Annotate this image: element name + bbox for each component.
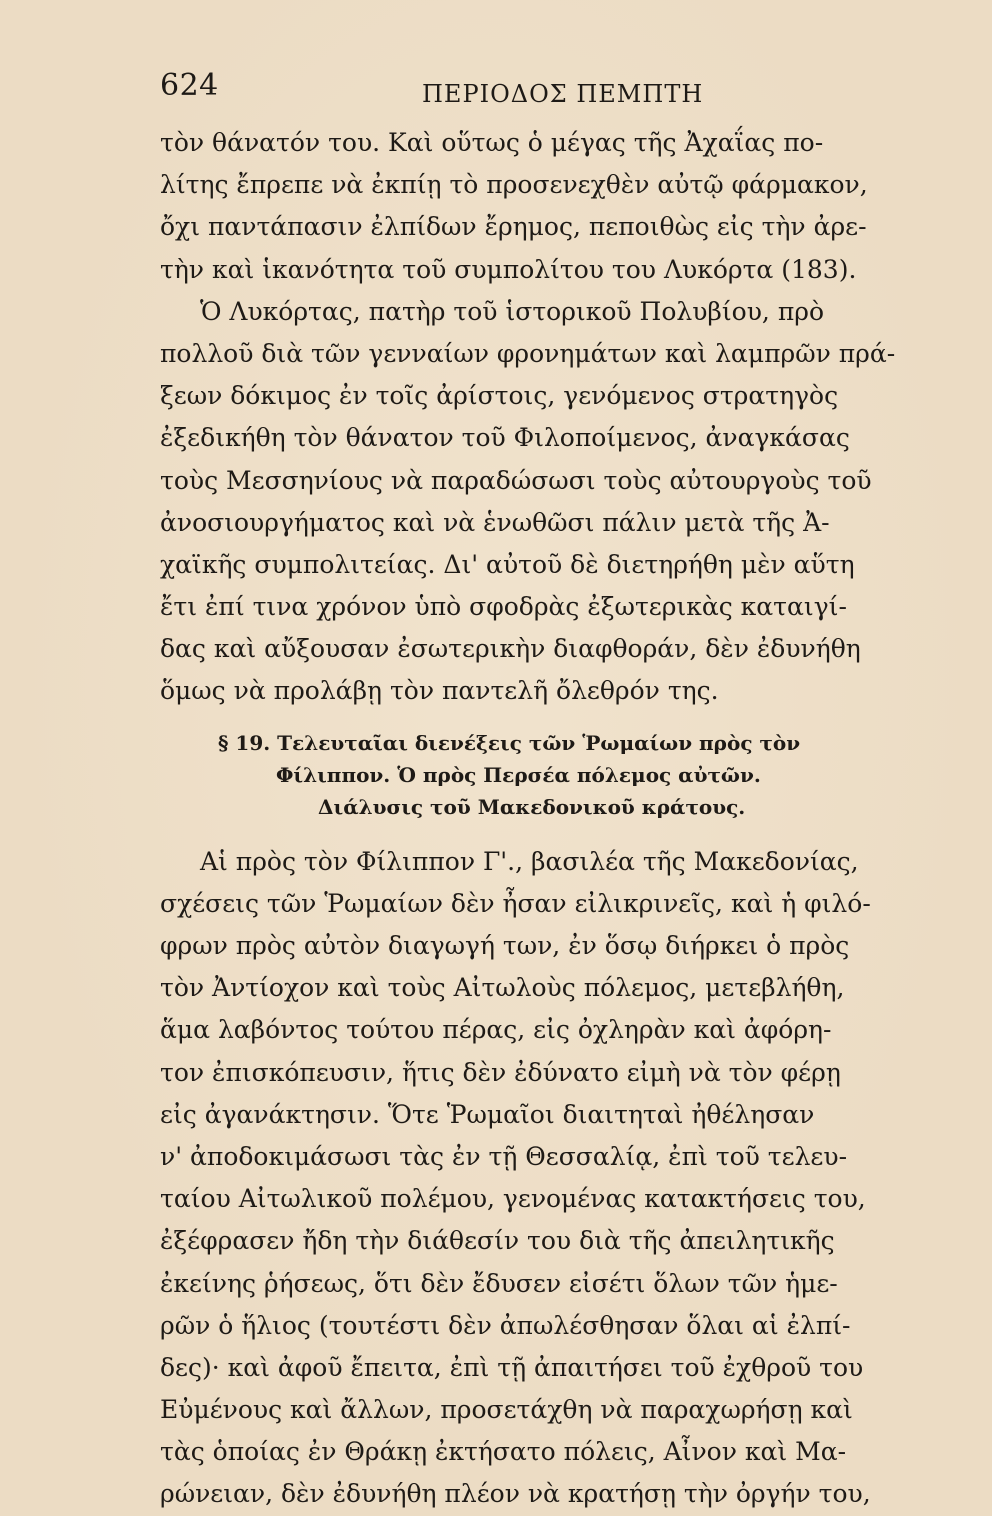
text-line: ξεων δόκιμος ἐν τοῖς ἀρίστοις, γενόμενος στρατηγὸς	[160, 381, 839, 411]
paragraph-1	[160, 122, 910, 291]
text-line: φρων πρὸς αὐτὸν διαγωγή των, ἐν ὅσῳ διήρκει ὁ πρὸς	[160, 931, 850, 960]
text-line: ρώνειαν, δὲν ἐδυνήθη πλέον νὰ κρατήσῃ τὴν ὀργήν του,	[160, 1479, 871, 1509]
section-heading-line: Διάλυσις τοῦ Μακεδονικοῦ κράτους.	[318, 794, 746, 819]
text-line: ἔτι ἐπί τινα χρόνον ὑπὸ σφοδρὰς ἐξωτερικὰς καταιγί-	[160, 592, 847, 622]
text-line: ρῶν ὁ ἥλιος (τουτέστι δὲν ἀπωλέσθησαν ὅλαι αἱ ἐλπί-	[160, 1310, 851, 1340]
text-line: εἰς ἀγανάκτησιν. Ὅτε Ῥωμαῖοι διαιτηταὶ ἠθέλησαν	[160, 1099, 815, 1129]
text-line: ὅμως νὰ προλάβῃ τὸν παντελῆ ὄλεθρόν της.	[160, 676, 719, 706]
text-line: ἐξεδικήθη τὸν θάνατον τοῦ Φιλοποίμενος, ἀναγκάσας	[160, 423, 850, 453]
text-line: ν' ἀποδοκιμάσωσι τὰς ἐν τῇ Θεσσαλίᾳ, ἐπὶ τοῦ τελευ-	[160, 1141, 848, 1171]
running-head: ΠΕΡΙΟΔΟΣ ΠΕΜΠΤΗ	[422, 80, 704, 108]
paragraph-2	[160, 291, 910, 713]
text-line: Αἱ πρὸς τὸν Φίλιππον Γ'., βασιλέα τῆς Μακεδονίας,	[200, 846, 859, 876]
text-line: ἀνοσιουργήματος καὶ νὰ ἑνωθῶσι πάλιν μετὰ τῆς Ἀ-	[160, 507, 830, 537]
text-line: σχέσεις τῶν Ῥωμαίων δὲν ἦσαν εἰλικρινεῖς, καὶ ἡ φιλό-	[160, 888, 871, 918]
text-line: ἐκείνης ῥήσεως, ὅτι δὲν ἔδυσεν εἰσέτι ὅλων τῶν ἡμε-	[160, 1268, 838, 1298]
text-line: Ὁ Λυκόρτας, πατὴρ τοῦ ἱστορικοῦ Πολυβίου, πρὸ	[200, 296, 824, 326]
text-line: δας καὶ αὔξουσαν ἐσωτερικὴν διαφθοράν, δὲν ἐδυνήθη	[160, 634, 861, 664]
paragraph-3	[160, 841, 910, 1516]
text-line: πολλοῦ διὰ τῶν γενναίων φρονημάτων καὶ λαμπρῶν πρά-	[160, 338, 896, 368]
text-line: τὴν καὶ ἱκανότητα τοῦ συμπολίτου του Λυκόρτα (183).	[160, 254, 857, 284]
text-line: ὄχι παντάπασιν ἐλπίδων ἔρημος, πεποιθὼς εἰς τὴν ἀρε-	[160, 212, 867, 242]
text-line: χαϊκῆς συμπολιτείας. Δι' αὐτοῦ δὲ διετηρήθη μὲν αὕτη	[160, 549, 855, 579]
section-heading-line: § 19. Τελευταῖαι διενέξεις τῶν Ῥωμαίων πρὸς τὸν	[218, 730, 801, 755]
section-heading-line: Φίλιππον. Ὁ πρὸς Περσέα πόλεμος αὐτῶν.	[276, 762, 761, 787]
text-line: τὸν θάνατόν του. Καὶ οὕτως ὁ μέγας τῆς Ἀχαΐας πο-	[160, 128, 824, 157]
text-line: ἅμα λαβόντος τούτου πέρας, εἰς ὀχληρὰν καὶ ἀφόρη-	[160, 1015, 832, 1045]
text-line: τὰς ὁποίας ἐν Θράκῃ ἐκτήσατο πόλεις, Αἶνον καὶ Μα-	[160, 1437, 847, 1467]
text-line: τον ἐπισκόπευσιν, ἥτις δὲν ἐδύνατο εἰμὴ νὰ τὸν φέρῃ	[160, 1057, 841, 1087]
section-heading	[160, 727, 910, 823]
page-header	[160, 68, 900, 118]
text-line: ἐξέφρασεν ἤδη τὴν διάθεσίν του διὰ τῆς ἀπειλητικῆς	[160, 1226, 835, 1256]
text-line: ταίου Αἰτωλικοῦ πολέμου, γενομένας κατακτήσεις του,	[160, 1184, 866, 1214]
body-text	[160, 122, 910, 1516]
page-number: 624	[160, 68, 219, 103]
text-line: λίτης ἔπρεπε νὰ ἐκπίῃ τὸ προσενεχθὲν αὐτῷ φάρμακον,	[160, 170, 868, 200]
text-line: τοὺς Μεσσηνίους νὰ παραδώσωσι τοὺς αὐτουργοὺς τοῦ	[160, 465, 872, 495]
text-line: Εὐμένους καὶ ἄλλων, προσετάχθη νὰ παραχωρήσῃ καὶ	[160, 1395, 853, 1425]
text-line: δες)· καὶ ἀφοῦ ἔπειτα, ἐπὶ τῇ ἀπαιτήσει τοῦ ἐχθροῦ του	[160, 1352, 864, 1382]
text-line: τὸν Ἀντίοχον καὶ τοὺς Αἰτωλοὺς πόλεμος, μετεβλήθη,	[160, 973, 845, 1003]
